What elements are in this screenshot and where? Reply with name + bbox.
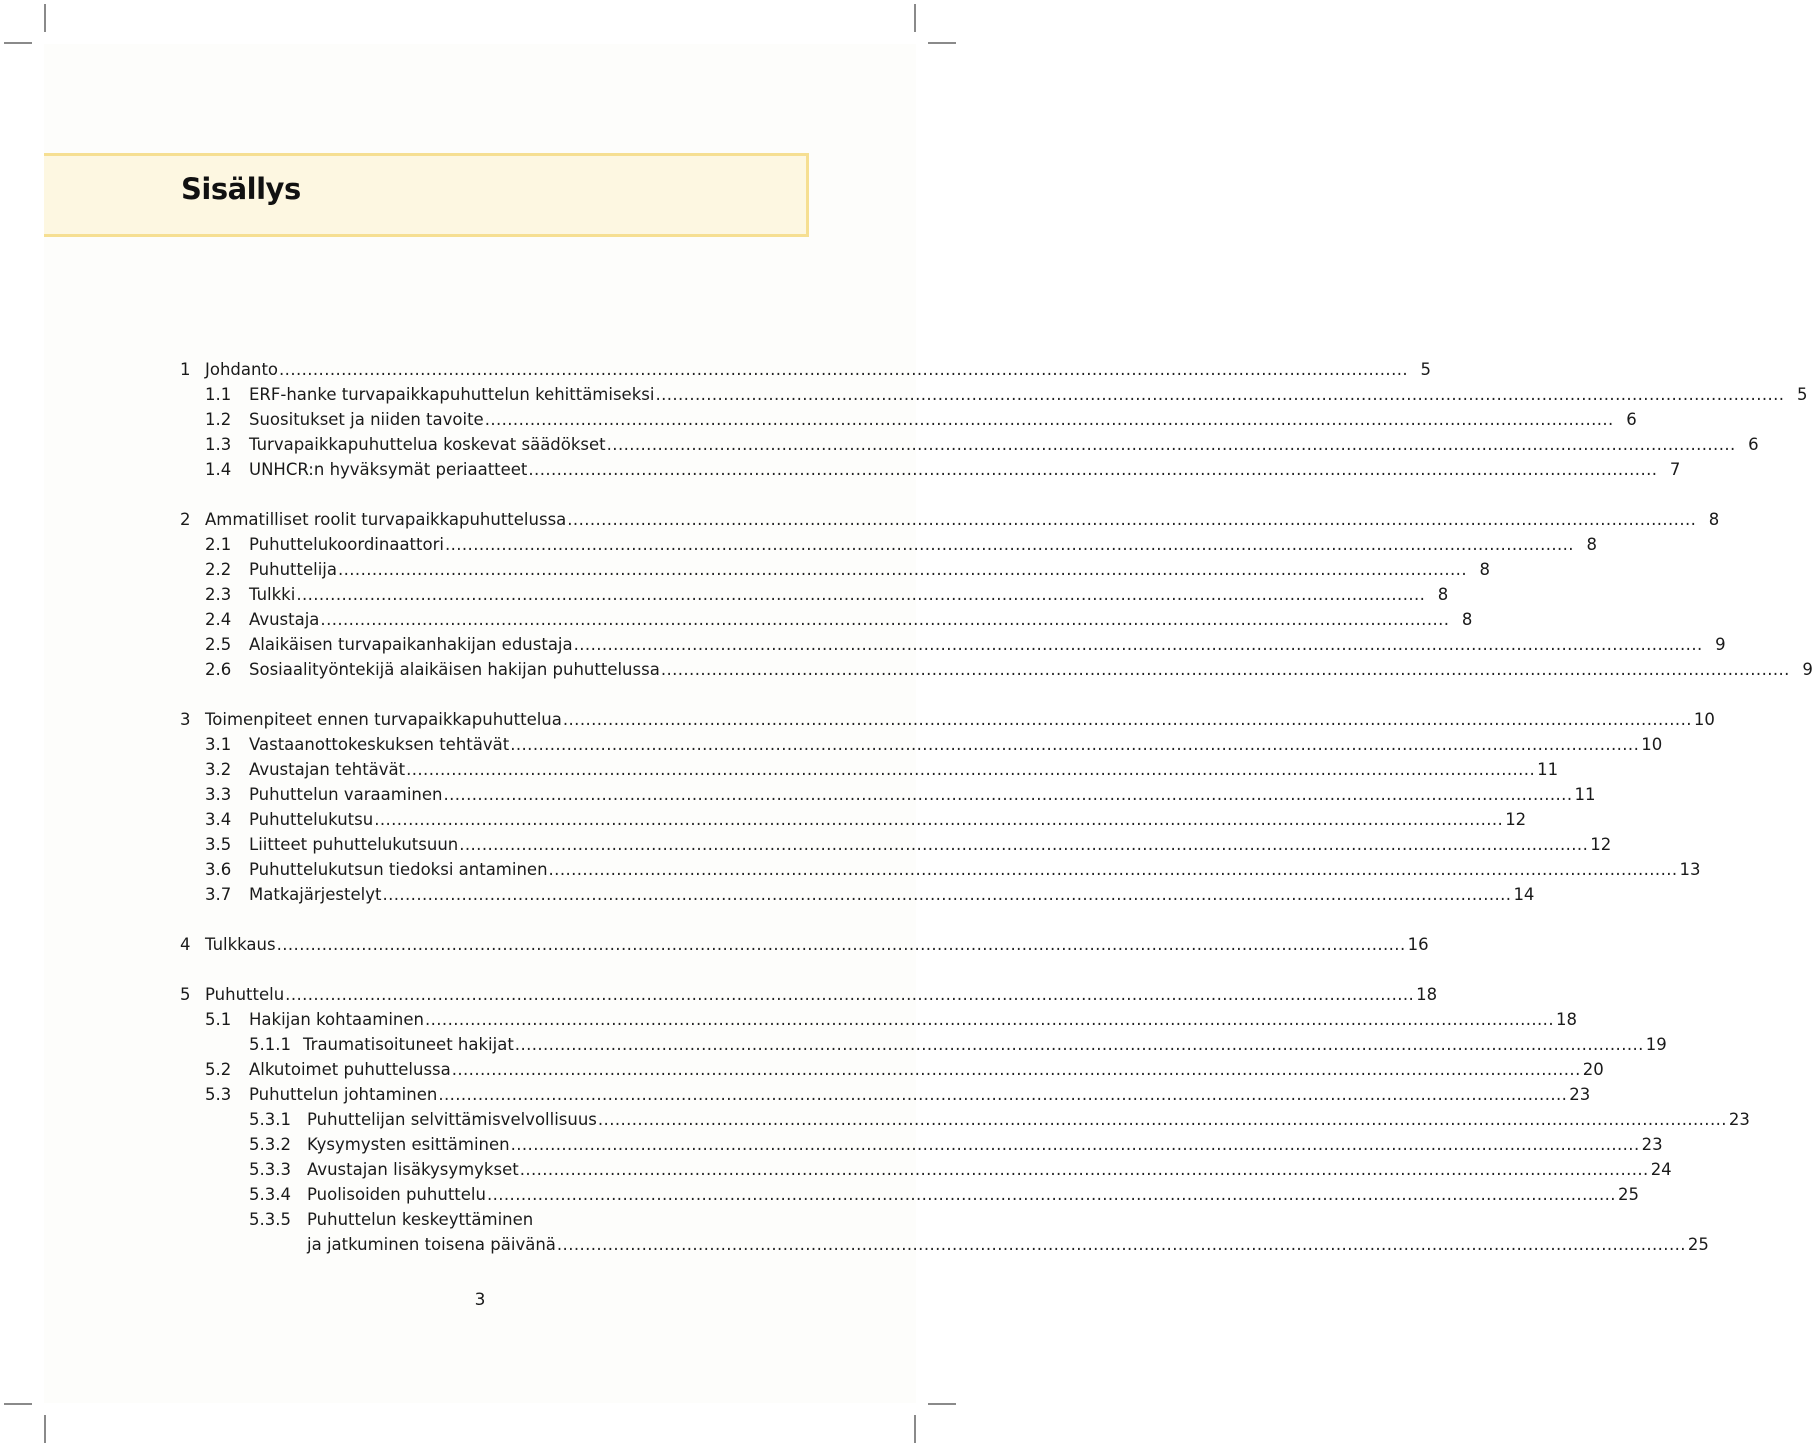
toc-entry-label: ja jatkuminen toisena päivänä bbox=[307, 1235, 556, 1254]
dot-leader: ........................................................................................................................................................................................................ bbox=[510, 1135, 1640, 1154]
dot-leader: ........................................................................................................................................................................................................ bbox=[374, 810, 1504, 829]
toc-entry-number: 3.1 bbox=[205, 735, 232, 754]
toc-entry-number: 2.3 bbox=[205, 585, 232, 604]
crop-mark bbox=[44, 1415, 46, 1443]
toc-entry-label: Hakijan kohtaaminen bbox=[249, 1010, 424, 1029]
toc-entry-number: 5.3.5 bbox=[249, 1210, 291, 1229]
dot-leader: ........................................................................................................................................................................................................ bbox=[338, 560, 1467, 579]
toc-entry-label: Puhuttelija bbox=[249, 560, 337, 579]
toc-entry-page: 23 bbox=[1641, 1135, 1663, 1154]
toc-entry-page: 18 bbox=[1416, 985, 1438, 1004]
toc-entry[interactable] bbox=[205, 858, 1701, 882]
toc-entry-label: Puhuttelukoordinaattori bbox=[249, 535, 444, 554]
toc-entry-label: ERF-hanke turvapaikkapuhuttelun kehittämiseksi bbox=[249, 385, 655, 404]
crop-mark bbox=[4, 1403, 32, 1405]
dot-leader: ........................................................................................................................................................................................................ bbox=[425, 1010, 1554, 1029]
toc-entry-label: Puhuttelijan selvittämisvelvollisuus bbox=[307, 1110, 597, 1129]
dot-leader: ........................................................................................................................................................................................................ bbox=[444, 535, 1574, 554]
toc-entry-page: 12 bbox=[1590, 835, 1612, 854]
toc-entry-page: 25 bbox=[1617, 1185, 1639, 1204]
toc-entry[interactable] bbox=[249, 1133, 1663, 1157]
dot-leader: ........................................................................................................................................................................................................ bbox=[597, 1110, 1727, 1129]
toc-entry[interactable] bbox=[205, 1058, 1604, 1082]
toc-entry[interactable] bbox=[205, 733, 1663, 757]
toc-entry[interactable] bbox=[205, 808, 1527, 832]
toc-entry-number: 2 bbox=[180, 510, 191, 529]
toc-entry-number: 3.2 bbox=[205, 760, 232, 779]
dot-leader: ........................................................................................................................................................................................................ bbox=[459, 835, 1589, 854]
toc-entry[interactable] bbox=[249, 1183, 1639, 1207]
toc-entry[interactable] bbox=[180, 358, 1432, 382]
toc-entry-number: 3.6 bbox=[205, 860, 232, 879]
toc-entry[interactable] bbox=[205, 408, 1637, 432]
toc-entry-page: 9 bbox=[1802, 660, 1813, 679]
toc-entry-page: 5 bbox=[1796, 385, 1808, 404]
toc-entry-label: Puhuttelun johtaminen bbox=[249, 1085, 438, 1104]
toc-entry-page: 8 bbox=[1708, 510, 1720, 529]
toc-entry-number: 5.3.1 bbox=[249, 1110, 291, 1129]
toc-entry-page: 12 bbox=[1505, 810, 1527, 829]
toc-entry[interactable] bbox=[249, 1108, 1750, 1132]
toc-entry-number: 5.3.3 bbox=[249, 1160, 291, 1179]
toc-entry[interactable] bbox=[205, 658, 1813, 682]
dot-leader: ........................................................................................................................................................................................................ bbox=[606, 435, 1736, 454]
crop-mark bbox=[914, 1415, 916, 1443]
dot-leader: ........................................................................................................................................................................................................ bbox=[438, 1085, 1568, 1104]
toc-entry-page: 13 bbox=[1679, 860, 1701, 879]
toc-entry-label: Tulkkaus bbox=[205, 935, 276, 954]
toc-entry-label: Liitteet puhuttelukutsuun bbox=[249, 835, 459, 854]
toc-entry-page: 8 bbox=[1586, 535, 1597, 554]
toc-entry[interactable] bbox=[205, 883, 1535, 907]
toc-entry-number: 5.3.4 bbox=[249, 1185, 291, 1204]
toc-entry-page: 10 bbox=[1693, 710, 1715, 729]
toc-entry-page: 5 bbox=[1420, 360, 1432, 379]
toc-entry[interactable] bbox=[180, 508, 1720, 532]
toc-entry-page: 20 bbox=[1582, 1060, 1604, 1079]
toc-entry-page: 16 bbox=[1407, 935, 1429, 954]
dot-leader: ........................................................................................................................................................................................................ bbox=[451, 1060, 1581, 1079]
toc-entry-label: Ammatilliset roolit turvapaikkapuhuttelussa bbox=[205, 510, 567, 529]
dot-leader: ........................................................................................................................................................................................................ bbox=[514, 1035, 1644, 1054]
toc-entry-number: 2.4 bbox=[205, 610, 232, 629]
dot-leader: ........................................................................................................................................................................................................ bbox=[443, 785, 1573, 804]
dot-leader: ........................................................................................................................................................................................................ bbox=[279, 360, 1409, 379]
toc-entry-label: Kysymysten esittäminen bbox=[307, 1135, 510, 1154]
toc-entry-label: Matkajärjestelyt bbox=[249, 885, 382, 904]
toc-entry-label: Sosiaalityöntekijä alaikäisen hakijan puhuttelussa bbox=[249, 660, 660, 679]
toc-entry-page: 6 bbox=[1748, 435, 1759, 454]
dot-leader: ........................................................................................................................................................................................................ bbox=[573, 635, 1703, 654]
toc-entry-page: 23 bbox=[1569, 1085, 1591, 1104]
toc-entry[interactable] bbox=[249, 1158, 1672, 1182]
toc-entry[interactable] bbox=[205, 1008, 1577, 1032]
toc-entry-label: Traumatisoituneet hakijat bbox=[303, 1035, 514, 1054]
toc-entry[interactable] bbox=[249, 1208, 787, 1232]
dot-leader: ........................................................................................................................................................................................................ bbox=[548, 860, 1678, 879]
toc-entry-page: 24 bbox=[1650, 1160, 1672, 1179]
dot-leader: ........................................................................................................................................................................................................ bbox=[528, 460, 1658, 479]
toc-entry[interactable] bbox=[205, 383, 1808, 407]
dot-leader: ........................................................................................................................................................................................................ bbox=[519, 1160, 1649, 1179]
toc-entry[interactable] bbox=[205, 1083, 1591, 1107]
toc-entry-label: Puhuttelun keskeyttäminen bbox=[307, 1210, 534, 1229]
crop-mark bbox=[928, 42, 956, 44]
toc-entry-number: 1.2 bbox=[205, 410, 232, 429]
toc-entry[interactable] bbox=[205, 458, 1681, 482]
toc-entry[interactable] bbox=[205, 583, 1449, 607]
dot-leader: ........................................................................................................................................................................................................ bbox=[320, 610, 1450, 629]
toc-entry-page: 14 bbox=[1513, 885, 1535, 904]
toc-entry-number: 5.1.1 bbox=[249, 1035, 291, 1054]
toc-entry-label: Puhuttelu bbox=[205, 985, 285, 1004]
dot-leader: ........................................................................................................................................................................................................ bbox=[296, 585, 1426, 604]
toc-entry-label: Puhuttelukutsu bbox=[249, 810, 374, 829]
toc-entry[interactable] bbox=[205, 558, 1490, 582]
toc-entry-label: Suositukset ja niiden tavoite bbox=[249, 410, 484, 429]
toc-entry-number: 1.1 bbox=[205, 385, 232, 404]
dot-leader: ........................................................................................................................................................................................................ bbox=[567, 510, 1697, 529]
toc-entry-continuation[interactable] bbox=[307, 1233, 1709, 1257]
toc-entry-label: Puolisoiden puhuttelu bbox=[307, 1185, 486, 1204]
toc-entry-number: 1.3 bbox=[205, 435, 232, 454]
dot-leader: ........................................................................................................................................................................................................ bbox=[486, 1185, 1616, 1204]
toc-entry-label: Alkutoimet puhuttelussa bbox=[249, 1060, 451, 1079]
toc-entry[interactable] bbox=[205, 433, 1759, 457]
crop-mark bbox=[928, 1403, 956, 1405]
toc-entry-number: 3 bbox=[180, 710, 191, 729]
dot-leader: ........................................................................................................................................................................................................ bbox=[562, 710, 1692, 729]
toc-entry-label: Turvapaikkapuhuttelua koskevat säädökset bbox=[249, 435, 606, 454]
dot-leader: ........................................................................................................................................................................................................ bbox=[276, 935, 1406, 954]
toc-entry-page: 19 bbox=[1645, 1035, 1667, 1054]
page-number: 3 bbox=[474, 1290, 486, 1310]
toc-entry-label: Vastaanottokeskuksen tehtävät bbox=[249, 735, 510, 754]
toc-entry-number: 2.2 bbox=[205, 560, 232, 579]
dot-leader: ........................................................................................................................................................................................................ bbox=[406, 760, 1536, 779]
toc-entry-number: 1.4 bbox=[205, 460, 232, 479]
toc-entry-number: 3.5 bbox=[205, 835, 232, 854]
dot-leader: ........................................................................................................................................................................................................ bbox=[285, 985, 1415, 1004]
dot-leader: ........................................................................................................................................................................................................ bbox=[660, 660, 1790, 679]
toc-entry-page: 9 bbox=[1715, 635, 1726, 654]
toc-entry-number: 5.1 bbox=[205, 1010, 232, 1029]
toc-entry-label: Avustajan tehtävät bbox=[249, 760, 406, 779]
toc-entry-number: 3.4 bbox=[205, 810, 232, 829]
toc-entry-page: 8 bbox=[1461, 610, 1473, 629]
toc-entry[interactable] bbox=[205, 833, 1612, 857]
title-band bbox=[44, 153, 809, 237]
toc-entry-label: Toimenpiteet ennen turvapaikkapuhuttelua bbox=[205, 710, 562, 729]
toc-entry[interactable] bbox=[205, 758, 1559, 782]
toc-entry[interactable] bbox=[205, 533, 1597, 557]
toc-entry-number: 5 bbox=[180, 985, 191, 1004]
toc-entry-label: Johdanto bbox=[205, 360, 279, 379]
dot-leader: ........................................................................................................................................................................................................ bbox=[484, 410, 1614, 429]
toc-entry-label: Avustajan lisäkysymykset bbox=[307, 1160, 519, 1179]
toc-entry-label: Puhuttelun varaaminen bbox=[249, 785, 443, 804]
toc-entry-number: 2.6 bbox=[205, 660, 232, 679]
page-title: Sisällys bbox=[181, 172, 301, 206]
toc-entry-number: 4 bbox=[180, 935, 191, 954]
toc-entry-page: 18 bbox=[1555, 1010, 1577, 1029]
toc-entry-page: 25 bbox=[1687, 1235, 1709, 1254]
toc-entry[interactable] bbox=[180, 933, 1429, 957]
toc-entry-page: 8 bbox=[1437, 585, 1449, 604]
crop-mark bbox=[914, 4, 916, 32]
toc-entry-page: 7 bbox=[1669, 460, 1681, 479]
toc-entry-page: 10 bbox=[1641, 735, 1663, 754]
toc-entry-number: 2.5 bbox=[205, 635, 232, 654]
crop-mark bbox=[44, 4, 46, 32]
toc-entry[interactable] bbox=[180, 708, 1715, 732]
dot-leader: ........................................................................................................................................................................................................ bbox=[510, 735, 1640, 754]
toc-entry-number: 3.3 bbox=[205, 785, 232, 804]
toc-entry[interactable] bbox=[180, 983, 1438, 1007]
toc-entry-page: 8 bbox=[1479, 560, 1490, 579]
dot-leader: ........................................................................................................................................................................................................ bbox=[382, 885, 1512, 904]
toc-entry-number: 3.7 bbox=[205, 885, 232, 904]
toc-entry-number: 5.2 bbox=[205, 1060, 232, 1079]
toc-entry-number: 5.3 bbox=[205, 1085, 232, 1104]
toc-entry[interactable] bbox=[205, 783, 1596, 807]
crop-mark bbox=[4, 42, 32, 44]
toc-entry-page: 6 bbox=[1626, 410, 1637, 429]
toc-entry-number: 5.3.2 bbox=[249, 1135, 291, 1154]
toc-entry-number: 1 bbox=[180, 360, 191, 379]
toc-entry[interactable] bbox=[205, 608, 1473, 632]
toc-entry-page: 11 bbox=[1537, 760, 1559, 779]
toc-entry-number: 2.1 bbox=[205, 535, 232, 554]
toc-entry-label: Puhuttelukutsun tiedoksi antaminen bbox=[249, 860, 548, 879]
toc-entry-label: Alaikäisen turvapaikanhakijan edustaja bbox=[249, 635, 573, 654]
toc-entry[interactable] bbox=[205, 633, 1726, 657]
toc-entry-label: Avustaja bbox=[249, 610, 320, 629]
toc-entry[interactable] bbox=[249, 1033, 1667, 1057]
dot-leader: ........................................................................................................................................................................................................ bbox=[556, 1235, 1686, 1254]
toc-entry-page: 23 bbox=[1728, 1110, 1750, 1129]
toc-entry-label: UNHCR:n hyväksymät periaatteet bbox=[249, 460, 528, 479]
toc-entry-page: 11 bbox=[1574, 785, 1596, 804]
toc-entry-label: Tulkki bbox=[249, 585, 296, 604]
dot-leader: ........................................................................................................................................................................................................ bbox=[655, 385, 1785, 404]
